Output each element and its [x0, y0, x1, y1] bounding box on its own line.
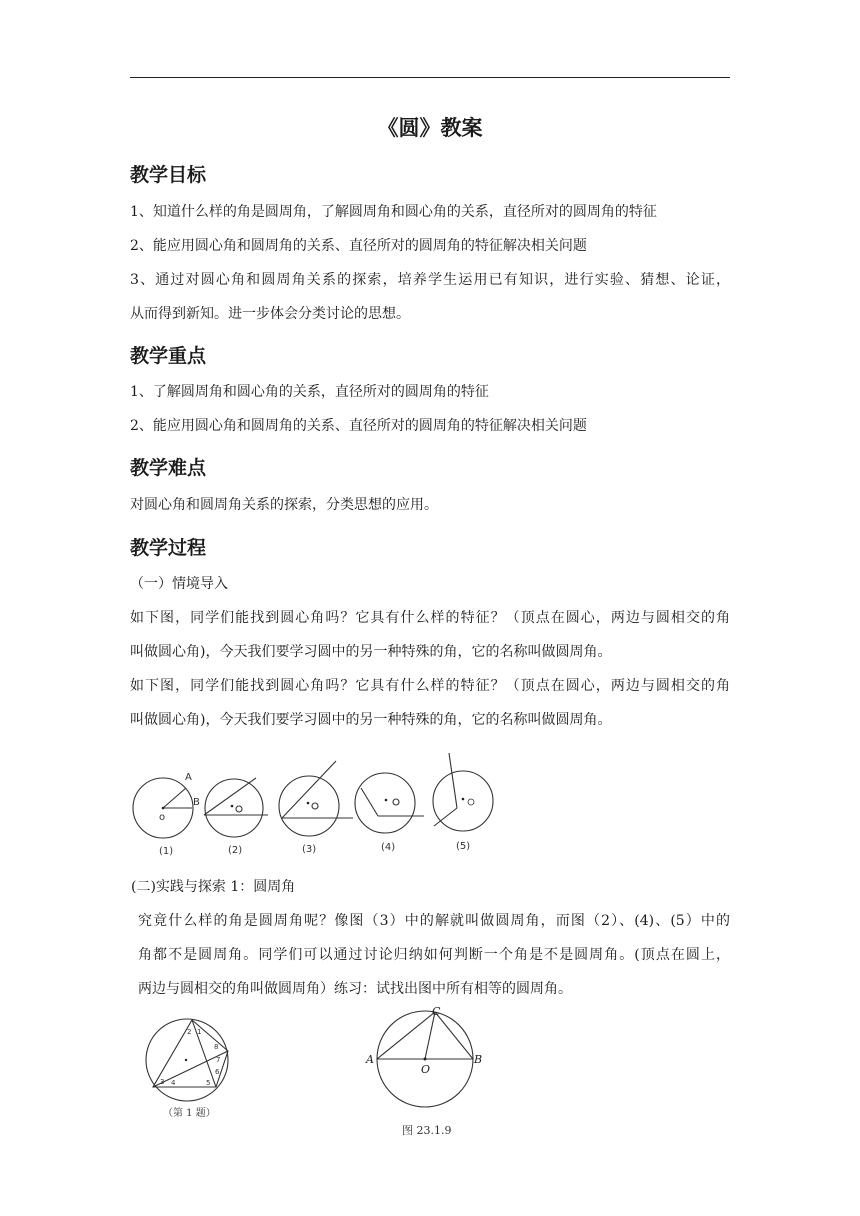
figure-exercise-2 — [360, 1006, 500, 1106]
objective-2: 2、能应用圆心角和圆周角的关系、直径所对的圆周角的特征解决相关问题 — [130, 238, 587, 254]
center-dot-4 — [385, 799, 388, 802]
subheading-intro: （一）情境导入 — [130, 576, 228, 592]
ex2-label-a: A — [366, 1053, 374, 1066]
ex1-number-2: 2 — [187, 1028, 192, 1036]
ex2-caption: 图 23.1.9 — [402, 1124, 452, 1137]
center-mark-o-3 — [312, 803, 318, 809]
circle-3-side-b — [282, 761, 336, 818]
heading-objectives: 教学目标 — [130, 164, 207, 186]
ex1-number-7: 7 — [216, 1056, 221, 1064]
caption-2: (2) — [228, 845, 243, 856]
center-mark-o-4 — [393, 799, 399, 805]
ex2-center-dot — [424, 1058, 427, 1061]
ex1-number-8: 8 — [214, 1043, 219, 1051]
objective-3-cont: 从而得到新知。进一步体会分类讨论的思想。 — [130, 306, 410, 322]
heading-difficulties: 教学难点 — [130, 457, 207, 479]
ex1-number-6: 6 — [215, 1068, 220, 1076]
heading-key-points: 教学重点 — [130, 345, 207, 367]
intro-line-1: 如下图，同学们能找到圆心角吗？它具有什么样的特征？（顶点在圆心，两边与圆相交的角 — [130, 610, 730, 626]
ex1-number-5: 5 — [206, 1079, 211, 1087]
ex1-number-3: 3 — [160, 1078, 165, 1086]
objective-1: 1、知道什么样的角是圆周角，了解圆周角和圆心角的关系，直径所对的圆周角的特征 — [130, 204, 657, 220]
difficulty-1: 对圆心角和圆周角关系的探索，分类思想的应用。 — [130, 497, 438, 513]
ex1-number-1: 1 — [197, 1028, 202, 1036]
ex2-label-c: C — [432, 1005, 441, 1018]
heading-process: 教学过程 — [130, 537, 207, 559]
label-a: A — [185, 772, 192, 783]
key-point-1: 1、了解圆周角和圆心角的关系，直径所对的圆周角的特征 — [130, 384, 489, 400]
intro-line-4: 叫做圆心角)，今天我们要学习圆中的另一种特殊的角，它的名称叫做圆周角。 — [130, 712, 612, 728]
center-mark-o-2 — [236, 806, 242, 812]
center-dot-1 — [162, 807, 165, 810]
intro-line-2: 叫做圆心角)，今天我们要学习圆中的另一种特殊的角，它的名称叫做圆周角。 — [130, 644, 612, 660]
subheading-practice: (二)实践与探索 1：圆周角 — [131, 879, 296, 895]
key-point-2: 2、能应用圆心角和圆周角的关系、直径所对的圆周角的特征解决相关问题 — [130, 418, 587, 434]
practice-line-1: 究竟什么样的角是圆周角呢？像图（3）中的解就叫做圆周角，而图（2）、(4)、(5）中的 — [138, 913, 730, 929]
practice-line-3: 两边与圆相交的角叫做圆周角）练习：试找出图中所有相等的圆周角。 — [138, 981, 572, 997]
circle-5-side-a — [449, 753, 457, 808]
circle-4 — [355, 773, 415, 833]
ex1-caption: （第 1 题） — [163, 1108, 216, 1119]
caption-3: (3) — [302, 844, 317, 855]
ex2-label-o: O — [421, 1063, 431, 1076]
label-b: B — [193, 797, 200, 808]
circle-2-side-b — [204, 778, 256, 815]
circle-1-radius-a — [163, 788, 186, 808]
caption-4: (4) — [381, 842, 396, 853]
circle-3 — [279, 776, 339, 836]
figure-row-circles — [0, 748, 860, 868]
center-dot-2 — [231, 805, 234, 808]
intro-line-3: 如下图，同学们能找到圆心角吗？它具有什么样的特征？（顶点在圆心，两边与圆相交的角 — [130, 678, 730, 694]
label-o: o — [159, 812, 166, 823]
circle-5 — [433, 771, 493, 831]
center-mark-o-5 — [468, 799, 474, 805]
ex1-center-dot — [185, 1059, 187, 1061]
page-title: 《圆》教案 — [377, 116, 483, 140]
objective-3: 3、通过对圆心角和圆周角关系的探索，培养学生运用已有知识，进行实验、猜想、论证， — [130, 272, 730, 288]
ex1-number-4: 4 — [171, 1079, 176, 1087]
ex2-label-b: B — [474, 1053, 483, 1066]
circle-4-side-a — [361, 788, 378, 816]
practice-line-2: 角都不是圆周角。同学们可以通过讨论归纳如何判断一个角是不是圆周角。(顶点在圆上， — [138, 947, 730, 963]
header-rule — [130, 77, 730, 78]
caption-1: (1) — [159, 846, 174, 857]
center-dot-5 — [462, 798, 465, 801]
caption-5: (5) — [456, 841, 471, 852]
center-dot-3 — [307, 802, 310, 805]
